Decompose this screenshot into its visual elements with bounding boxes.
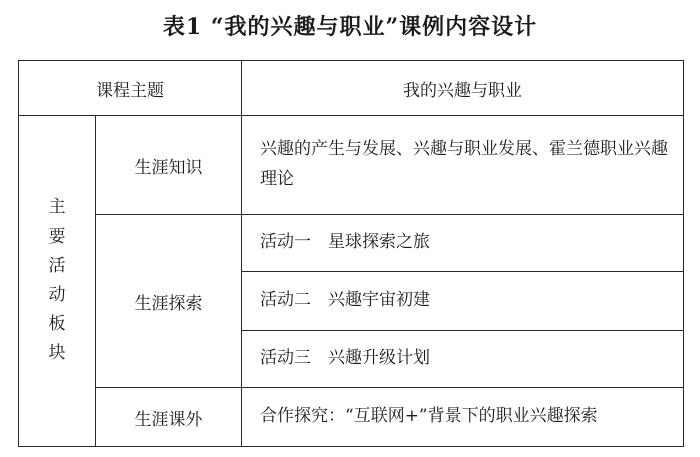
activity-item-2: 活动二 兴趣宇宙初建 <box>242 272 684 331</box>
table-header-row <box>19 61 684 116</box>
header-course-topic: 课程主题 <box>19 61 242 116</box>
header-topic-value: 我的兴趣与职业 <box>242 61 684 116</box>
activity-item-3: 活动三 兴趣升级计划 <box>242 331 684 388</box>
table-caption: 表1 “我的兴趣与职业”课例内容设计 <box>162 14 538 40</box>
group-label-char: 板 <box>48 314 66 335</box>
table-row-knowledge <box>19 116 684 215</box>
main-activities-label <box>19 116 96 447</box>
group-label-char: 活 <box>48 255 66 276</box>
group-label-char: 动 <box>48 285 66 305</box>
section-label-knowledge: 生涯知识 <box>96 116 242 215</box>
activity-item-1: 活动一 星球探索之旅 <box>242 215 684 272</box>
group-label-char: 主 <box>48 197 66 218</box>
section-label-exploration: 生涯探索 <box>96 215 242 388</box>
course-design-table <box>18 60 684 447</box>
extracurricular-content: 合作探究：“互联网+”背景下的职业兴趣探索 <box>242 388 684 447</box>
group-label-char: 要 <box>48 226 66 247</box>
knowledge-content: 兴趣的产生与发展、兴趣与职业发展、霍兰德职业兴趣理论 <box>242 116 684 215</box>
table-row-activity-1 <box>19 215 684 272</box>
group-label-char: 块 <box>48 343 66 364</box>
section-label-extracurricular: 生涯课外 <box>96 388 242 447</box>
table-row-extracurricular <box>19 388 684 447</box>
